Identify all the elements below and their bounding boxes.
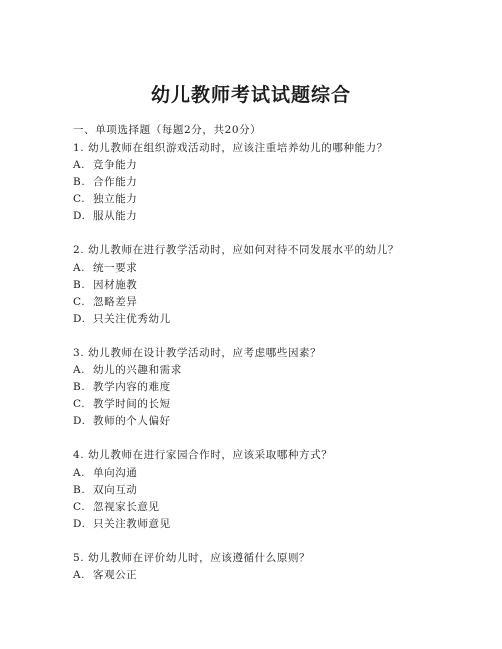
option-letter: A. — [73, 569, 86, 581]
option-text: 服从能力 — [93, 210, 138, 222]
option-text: 只关注优秀幼儿 — [93, 313, 171, 325]
question-4-option-b — [73, 484, 137, 497]
question-4-option-c — [73, 501, 160, 514]
question-3-option-d — [73, 415, 171, 428]
question-stem-5: 5. 幼儿教师在评价幼儿时，应该遵循什么原则？ — [73, 552, 311, 564]
option-text: 因材施教 — [93, 279, 138, 291]
option-letter: B. — [73, 484, 86, 496]
option-letter: C. — [73, 296, 86, 308]
option-letter: C. — [73, 501, 86, 513]
option-text: 单向沟通 — [93, 467, 138, 479]
question-4-option-a — [73, 467, 137, 480]
option-text: 幼儿的兴趣和需求 — [93, 364, 182, 376]
option-letter: A. — [73, 262, 86, 274]
option-letter: C. — [73, 398, 86, 410]
document-title: 幼儿教师考试试题综合 — [150, 84, 351, 106]
question-2-option-d — [73, 313, 171, 326]
question-stem-1: 1. 幼儿教师在组织游戏活动时，应该注重培养幼儿的哪种能力？ — [73, 142, 388, 154]
option-letter: B. — [73, 176, 86, 188]
option-letter: A. — [73, 364, 86, 376]
option-text: 竞争能力 — [93, 159, 138, 171]
option-letter: A. — [73, 159, 86, 171]
question-stem-3: 3. 幼儿教师在设计教学活动时，应考虑哪些因素？ — [73, 347, 322, 359]
question-1-option-a — [73, 159, 137, 172]
option-text: 只关注教师意见 — [93, 518, 171, 530]
question-2-option-a — [73, 262, 137, 275]
option-text: 教学时间的长短 — [93, 398, 171, 410]
question-3-option-c — [73, 398, 171, 411]
question-1-option-c — [73, 193, 137, 206]
question-stem-4: 4. 幼儿教师在进行家园合作时，应该采取哪种方式？ — [73, 449, 333, 461]
option-text: 合作能力 — [93, 176, 138, 188]
option-text: 忽视家长意见 — [93, 501, 160, 513]
option-letter: C. — [73, 193, 86, 205]
question-5-option-a — [73, 569, 137, 582]
option-text: 独立能力 — [93, 193, 138, 205]
option-letter: D. — [73, 210, 86, 222]
option-text: 双向互动 — [93, 484, 138, 496]
option-letter: D. — [73, 518, 86, 530]
question-4-option-d — [73, 518, 171, 531]
option-letter: A. — [73, 467, 86, 479]
question-1-option-d — [73, 210, 137, 223]
option-letter: D. — [73, 313, 86, 325]
option-letter: B. — [73, 381, 86, 393]
option-text: 教师的个人偏好 — [93, 415, 171, 427]
option-text: 客观公正 — [93, 569, 138, 581]
question-3-option-a — [73, 364, 182, 377]
question-2-option-b — [73, 279, 137, 292]
option-text: 忽略差异 — [93, 296, 138, 308]
option-text: 教学内容的难度 — [93, 381, 171, 393]
question-3-option-b — [73, 381, 171, 394]
question-1-option-b — [73, 176, 137, 189]
option-letter: B. — [73, 279, 86, 291]
section-heading: 一、单项选择题（每题2分，共20分） — [73, 124, 262, 136]
option-letter: D. — [73, 415, 86, 427]
question-2-option-c — [73, 296, 137, 309]
question-stem-2: 2. 幼儿教师在进行教学活动时，应如何对待不同发展水平的幼儿？ — [73, 244, 399, 256]
option-text: 统一要求 — [93, 262, 138, 274]
